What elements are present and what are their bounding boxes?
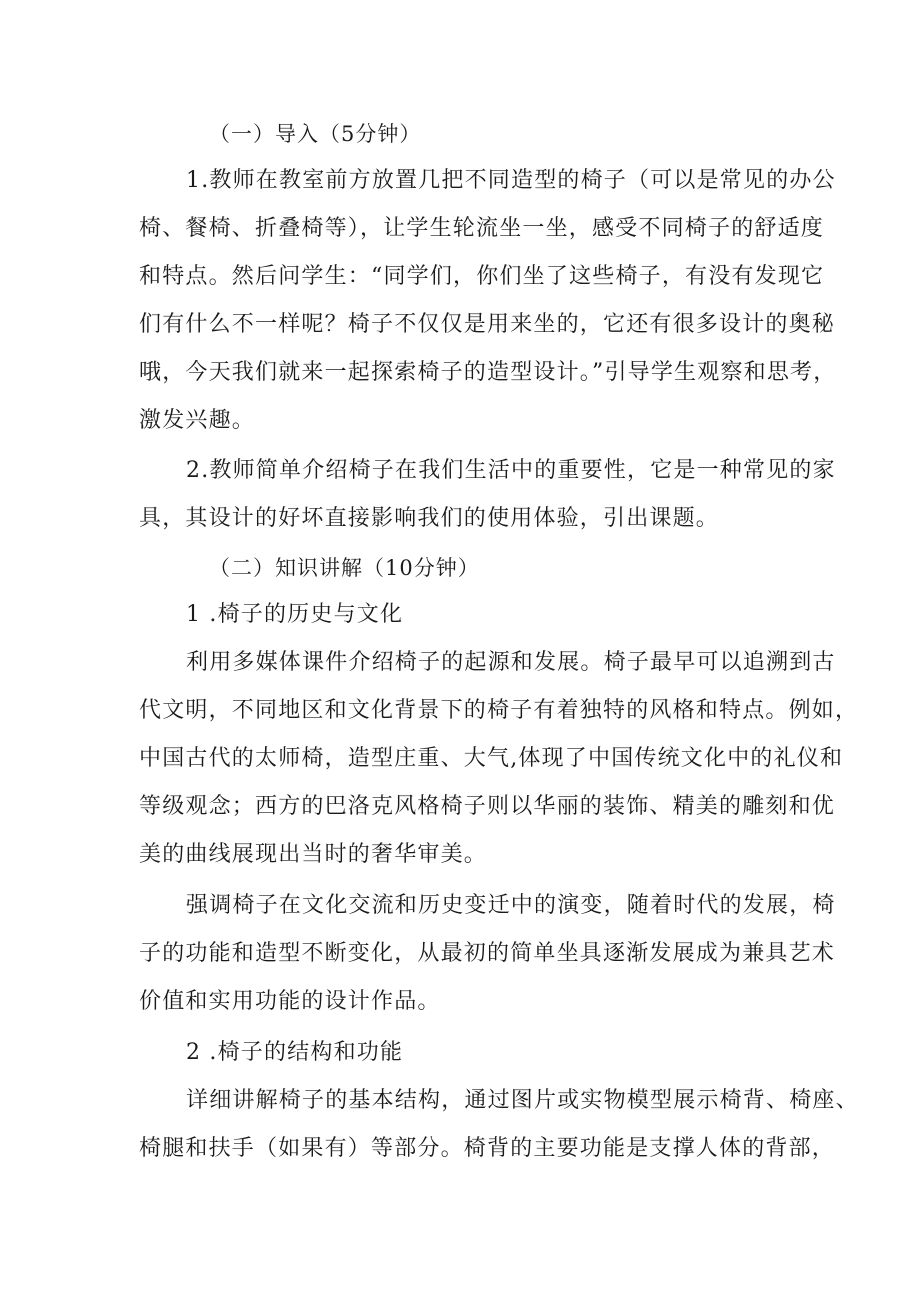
text-line: 子的功能和造型不断变化，从最初的简单坐具逐渐发展成为兼具艺术 bbox=[139, 941, 836, 966]
text-line: 2.教师简单介绍椅子在我们生活中的重要性，它是一种常见的家 bbox=[186, 458, 836, 483]
text-line: 中国古代的太师椅，造型庄重、大气,体现了中国传统文化中的礼仪和 bbox=[139, 746, 844, 771]
text-line: 价值和实用功能的设计作品。 bbox=[139, 989, 441, 1014]
text-line: 强调椅子在文化交流和历史变迁中的演变，随着时代的发展，椅 bbox=[186, 893, 836, 918]
text-line: 们有什么不一样呢？椅子不仅仅是用来坐的，它还有很多设计的奥秘 bbox=[139, 312, 836, 337]
text-line: 利用多媒体课件介绍椅子的起源和发展。椅子最早可以追溯到古 bbox=[186, 650, 836, 675]
text-line: 等级观念；西方的巴洛克风格椅子则以华丽的装饰、精美的雕刻和优 bbox=[139, 794, 836, 819]
text-line: 椅、餐椅、折叠椅等），让学生轮流坐一坐，感受不同椅子的舒适度 bbox=[139, 216, 825, 241]
text-line: 1.教师在教室前方放置几把不同造型的椅子（可以是常见的办公 bbox=[186, 168, 836, 193]
subsection-title-structure: 2 .椅子的结构和功能 bbox=[186, 1040, 404, 1065]
text-line: 具，其设计的好坏直接影响我们的使用体验，引出课题。 bbox=[139, 506, 720, 531]
text-line: 详细讲解椅子的基本结构，通过图片或实物模型展示椅背、椅座、 bbox=[186, 1088, 859, 1113]
subsection-title-history: 1 .椅子的历史与文化 bbox=[186, 602, 404, 627]
text-line: 美的曲线展现出当时的奢华审美。 bbox=[139, 842, 488, 867]
section-heading-intro: （一）导入（5分钟） bbox=[209, 122, 422, 146]
text-line: 代文明，不同地区和文化背景下的椅子有着独特的风格和特点。例如， bbox=[139, 698, 859, 723]
text-line: 哦，今天我们就来一起探索椅子的造型设计。”引导学生观察和思考， bbox=[139, 360, 837, 385]
text-line: 椅腿和扶手（如果有）等部分。椅背的主要功能是支撑人体的背部， bbox=[139, 1136, 836, 1161]
text-line: 激发兴趣。 bbox=[139, 408, 256, 433]
section-heading-knowledge: （二）知识讲解（10分钟） bbox=[209, 556, 480, 580]
text-line: 和特点。然后问学生：“同学们，你们坐了这些椅子，有没有发现它 bbox=[139, 264, 825, 289]
